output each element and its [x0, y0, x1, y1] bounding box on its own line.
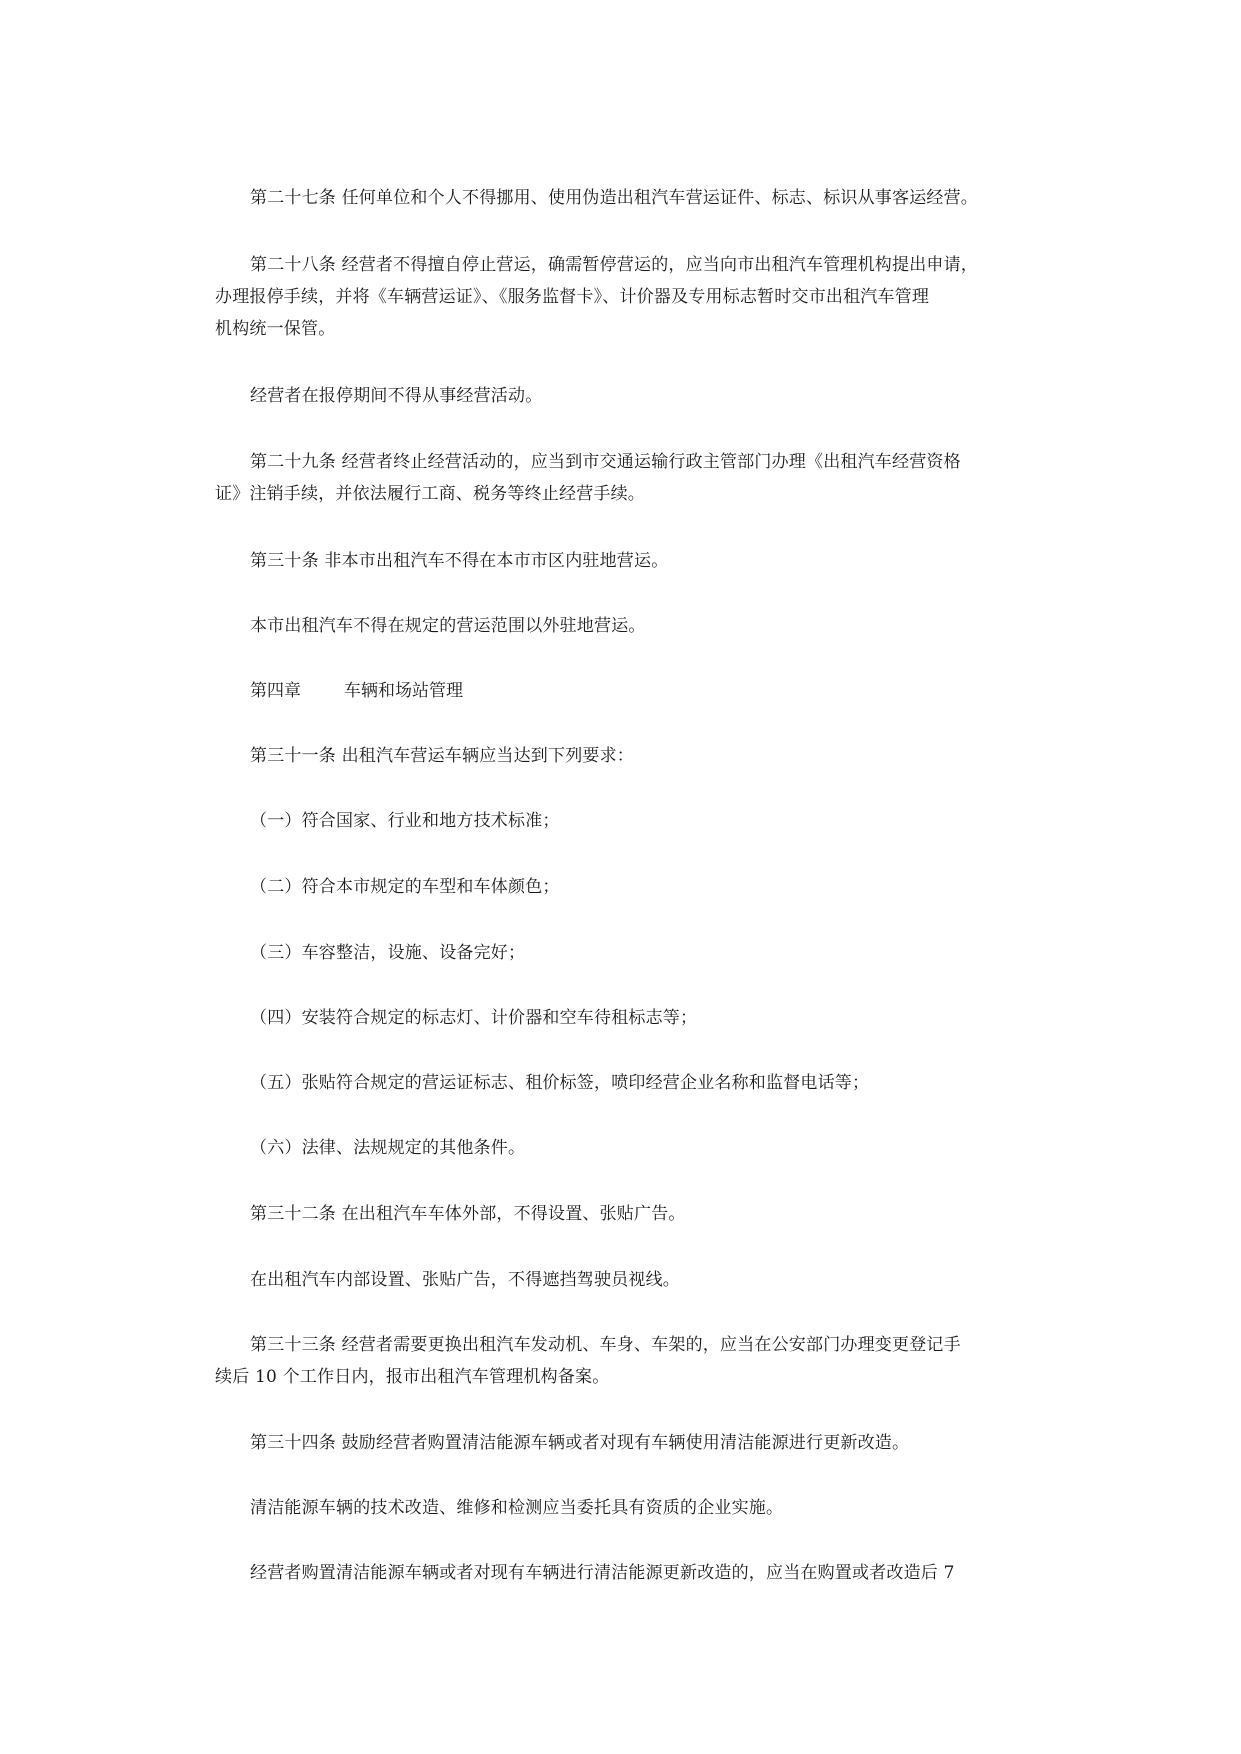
article-28-paragraph-2: 经营者在报停期间不得从事经营活动。 [250, 386, 543, 406]
chapter-number: 第四章 [250, 681, 301, 701]
article-29-line-2: 证》注销手续，并依法履行工商、税务等终止经营手续。 [215, 484, 645, 504]
article-33-line-1: 第三十三条 经营者需要更换出租汽车发动机、车身、车架的，应当在公安部门办理变更登记手 [250, 1335, 961, 1355]
article-29-line-1: 第二十九条 经营者终止经营活动的，应当到市交通运输行政主管部门办理《出租汽车经营资格 [250, 452, 961, 472]
article-32-paragraph-2: 在出租汽车内部设置、张贴广告，不得遮挡驾驶员视线。 [250, 1270, 680, 1290]
article-31-line-1: 第三十一条 出租汽车营运车辆应当达到下列要求： [250, 746, 635, 766]
article-34-paragraph-3: 经营者购置清洁能源车辆或者对现有车辆进行清洁能源更新改造的，应当在购置或者改造后 7 [250, 1563, 955, 1583]
article-31-item-2: （二）符合本市规定的车型和车体颜色； [250, 877, 560, 897]
article-31-item-5: （五）张贴符合规定的营运证标志、租价标签，喷印经营企业名称和监督电话等； [250, 1073, 870, 1093]
article-34-paragraph-2: 清洁能源车辆的技术改造、维修和检测应当委托具有资质的企业实施。 [250, 1498, 784, 1518]
article-28-line-2: 办理报停手续，并将《车辆营运证》、《服务监督卡》、计价器及专用标志暂时交市出租汽车管理 [215, 287, 930, 307]
article-32-line-1: 第三十二条 在出租汽车车体外部，不得设置、张贴广告。 [250, 1204, 686, 1224]
article-31-item-3: （三）车容整洁，设施、设备完好； [250, 943, 526, 963]
article-28-line-1: 第二十八条 经营者不得擅自停止营运，确需暂停营运的，应当向市出租汽车管理机构提出申请， [250, 255, 979, 275]
article-31-item-4: （四）安装符合规定的标志灯、计价器和空车待租标志等； [250, 1008, 698, 1028]
article-30-paragraph-2: 本市出租汽车不得在规定的营运范围以外驻地营运。 [250, 616, 646, 636]
article-31-item-6: （六）法律、法规规定的其他条件。 [250, 1138, 526, 1158]
article-27-line-1: 第二十七条 任何单位和个人不得挪用、使用伪造出租汽车营运证件、标志、标识从事客运经营。 [250, 188, 979, 208]
article-31-item-1: （一）符合国家、行业和地方技术标准； [250, 811, 560, 831]
chapter-heading [250, 680, 463, 702]
chapter-title: 车辆和场站管理 [344, 681, 463, 701]
article-30-line-1: 第三十条 非本市出租汽车不得在本市市区内驻地营运。 [250, 551, 669, 571]
article-28-line-3: 机构统一保管。 [215, 319, 336, 339]
article-33-line-2: 续后 10 个工作日内，报市出租汽车管理机构备案。 [215, 1367, 610, 1387]
article-34-line-1: 第三十四条 鼓励经营者购置清洁能源车辆或者对现有车辆使用清洁能源进行更新改造。 [250, 1433, 910, 1453]
